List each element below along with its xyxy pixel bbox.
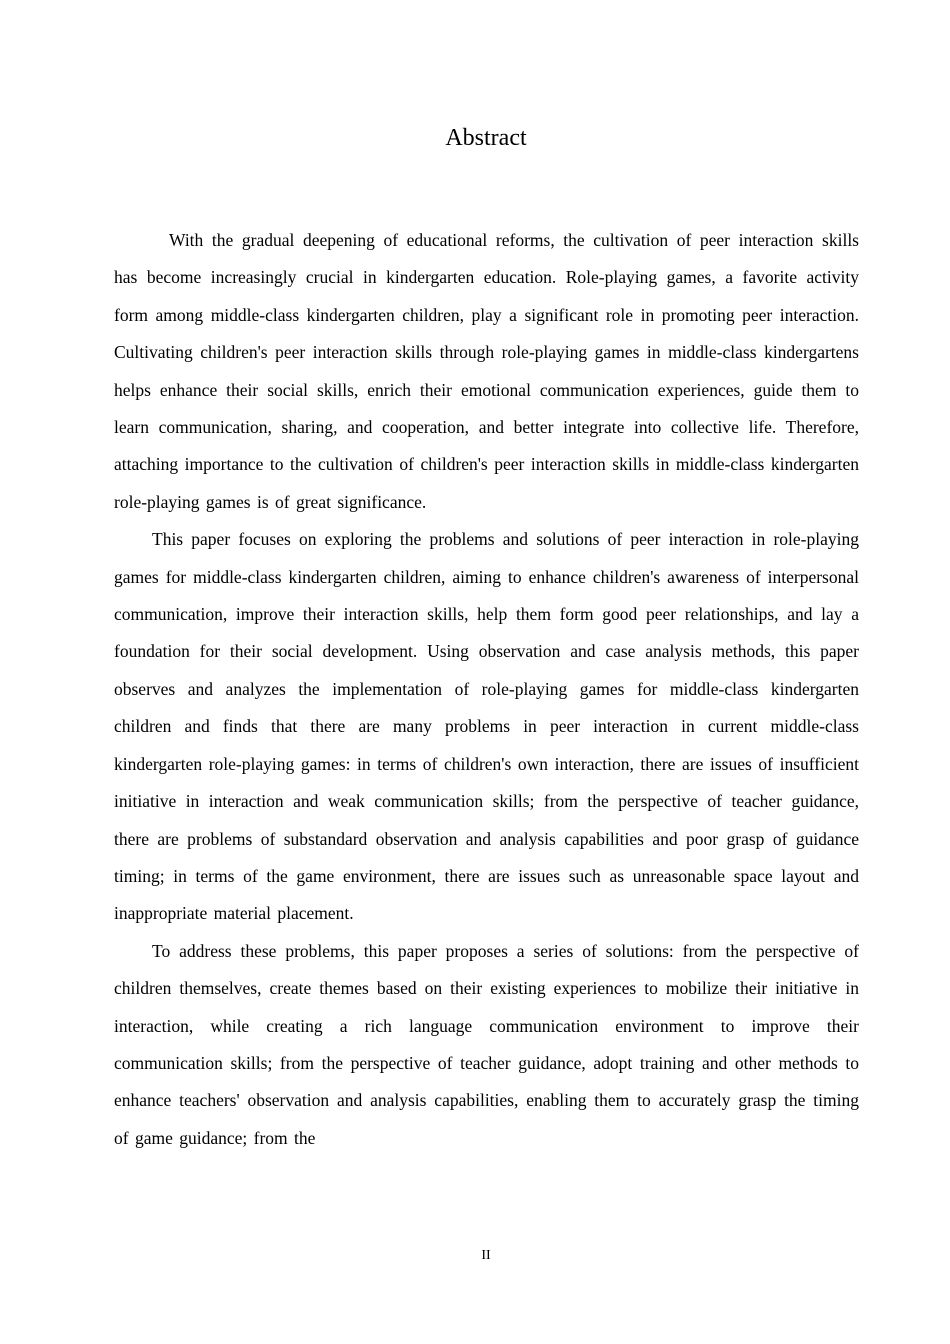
page-title: Abstract	[445, 125, 527, 151]
abstract-paragraph-3: To address these problems, this paper proposes a series of solutions: from the perspective of children themselves, create themes based on their existing experiences to mobilize their initiative in interaction, while creating a rich language communication environment to improve their communication skills; from the perspective of teacher guidance, adopt training and other methods to enhance teachers' observation and analysis capabilities, enabling them to accurately grasp the timing of game guidance; from the	[114, 940, 859, 1148]
abstract-paragraph-1: With the gradual deepening of educational reforms, the cultivation of peer interaction skills has become increasingly crucial in kindergarten education. Role-playing games, a favorite activity form among middle-class kindergarten children, play a significant role in promoting peer interaction. Cultivating children's peer interaction skills through role-playing games in middle-class kindergartens helps enhance their social skills, enrich their emotional communication experiences, guide them to learn communication, sharing, and cooperation, and better integrate into collective life. Therefore, attaching importance to the cultivation of children's peer interaction skills in middle-class kindergarten role-playing games is of great significance.	[114, 230, 859, 512]
page-number: II	[481, 1248, 491, 1263]
abstract-paragraph-2: This paper focuses on exploring the problems and solutions of peer interaction in role-playing games for middle-class kindergarten children, aiming to enhance children's awareness of interpersonal communication, improve their interaction skills, help them form good peer relationships, and lay a foundation for their social development. Using observation and case analysis methods, this paper observes and analyzes the implementation of role-playing games for middle-class kindergarten children and finds that there are many problems in peer interaction in current middle-class kindergarten role-playing games: in terms of children's own interaction, there are issues of insufficient initiative in interaction and weak communication skills; from the perspective of teacher guidance, there are problems of substandard observation and analysis capabilities and poor grasp of guidance timing; in terms of the game environment, there are issues such as unreasonable space layout and inappropriate material placement.	[114, 529, 859, 924]
abstract-body	[114, 222, 859, 1157]
